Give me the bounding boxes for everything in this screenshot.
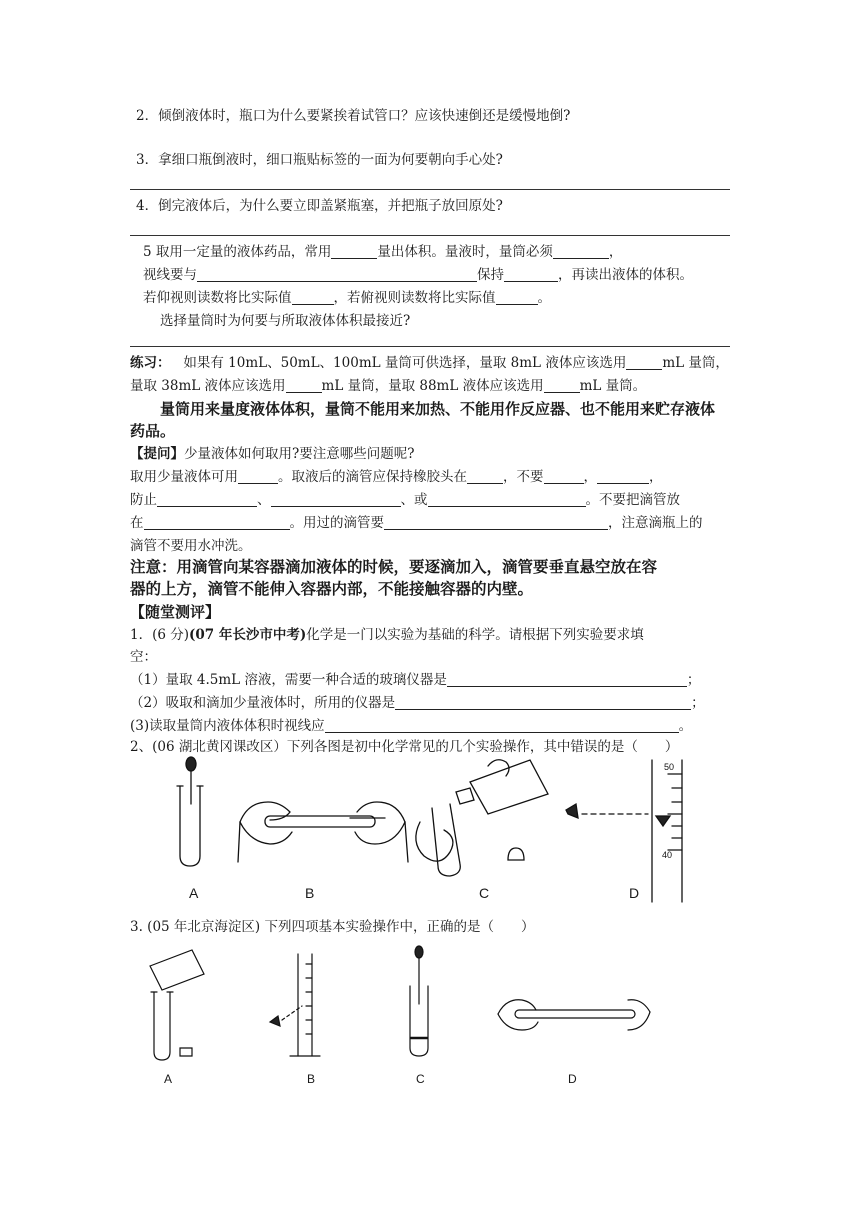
fig2-c-pouring [416,760,548,876]
practice-line-2: 量取 38mL 液体应该选用 mL 量筒，量取 88mL 液体应该选用 mL 量筒。 [130,378,647,394]
figure-problem-2 [170,752,690,902]
quiz-problem-1-line-1: 1．(6 分)(07 年长沙市中考)化学是一门以实验为基础的科学。请根据下列实验要求填 [130,627,644,643]
question-2: 2．倾倒液体时，瓶口为什么要紧挨着试管口？应该快速倒还是缓慢地倒? [136,108,571,124]
quiz-problem-2: 2、(06 湖北黄冈课改区）下列各图是初中化学常见的几个实验操作，其中错误的是（ ） [130,739,679,755]
blank[interactable] [504,267,558,282]
practice-line-1: 练习： 如果有 10mL、50mL、100mL 量筒可供选择，量取 8mL 液体应该选用 mL 量筒， [130,355,729,371]
blank[interactable] [292,290,334,305]
blank[interactable] [384,515,608,530]
answer-line-4 [130,235,730,236]
fig3-c-dropper [410,946,428,1056]
fig2-label-a: A [189,885,199,901]
blank[interactable] [238,469,278,484]
blank[interactable] [325,718,679,733]
quiz-sub-1: （1）量取 4.5mL 溶液，需要一种合适的玻璃仪器是 ； [130,672,701,688]
quiz-problem-1-line-2: 空： [130,649,157,665]
blank[interactable] [467,469,503,484]
question-4: 4．倒完液体后，为什么要立即盖紧瓶塞，并把瓶子放回原处? [136,198,503,214]
blank[interactable] [447,672,687,687]
notice-line-2: 器的上方，滴管不能伸入容器内部，不能接触容器的内壁。 [130,579,534,598]
blank[interactable] [544,378,580,393]
question-5-line-4: 选择量筒时为何要与所取液体体积最接近? [160,313,411,329]
fig3-a-pouring [150,950,204,1060]
question-5-line-2: 视线要与 保持 ，再读出液体的体积。 [143,267,693,283]
fig3-label-b: B [307,1072,316,1086]
quiz-sub-2: （2）吸取和滴加少量液体时，所用的仪器是 ； [130,695,705,711]
blank[interactable] [626,355,662,370]
question-5-line-1: 5 取用一定量的液体药品，常用 量出体积。量液时，量筒必须 ， [143,244,623,260]
fig2-d-reading-cylinder [566,760,682,902]
blank[interactable] [144,515,290,530]
question-3: 3．拿细口瓶倒液时，细口瓶贴标签的一面为何要朝向手心处? [136,152,503,168]
fig2-label-d: D [629,885,640,901]
bold-note-line-2: 药品。 [130,422,176,440]
ask-line-2: 防止 、 、或 。不要把滴管放 [130,492,680,508]
fig3-d-heating-tube [498,1000,650,1030]
blank[interactable] [496,290,538,305]
ask-line-4: 滴管不要用水冲洗。 [130,538,252,554]
blank[interactable] [544,469,584,484]
fig2-tick-40: 40 [662,850,673,860]
blank[interactable] [597,469,649,484]
fig2-label-c: C [479,885,490,901]
fig2-tick-50: 50 [664,762,675,772]
blank[interactable] [331,244,377,259]
question-5-line-3: 若仰视则读数将比实际值 ，若俯视则读数将比实际值 。 [143,290,551,306]
blank[interactable] [553,244,609,259]
fig3-label-d: D [568,1072,577,1086]
quiz-heading: 【随堂测评】 [130,603,221,621]
blank[interactable] [395,695,691,710]
blank[interactable] [271,492,401,507]
answer-line-5 [130,346,730,347]
fig2-a-dropper-in-tube [177,757,203,866]
fig2-b-horizontal-tube [238,802,408,862]
blank[interactable] [428,492,586,507]
answer-line-3 [130,189,730,190]
blank[interactable] [157,492,257,507]
notice-line-1: 注意：用滴管向某容器滴加液体的时候，要逐滴加入，滴管要垂直悬空放在容 [130,557,658,576]
quiz-sub-3: (3)读取量筒内液体体积时视线应 。 [130,718,693,734]
blank[interactable] [197,267,477,282]
fig3-b-cylinder [270,954,320,1056]
bold-note-line-1: 量筒用来量度液体体积，量筒不能用来加热、不能用作反应器、也不能用来贮存液体 [160,400,716,418]
ask-heading: 【提问】少量液体如何取用?要注意哪些问题呢? [130,446,415,462]
quiz-problem-3: 3. (05 年北京海淀区) 下列四项基本实验操作中，正确的是（ ） [130,919,535,935]
fig3-label-c: C [416,1072,425,1086]
blank[interactable] [286,378,322,393]
ask-line-1: 取用少量液体可用 。取液后的滴管应保持橡胶头在 ，不要 ， ， [130,469,663,485]
fig3-label-a: A [164,1072,173,1086]
fig2-label-b: B [305,885,315,901]
figure-problem-3 [130,944,650,1064]
ask-line-3: 在 。用过的滴管要 ，注意滴瓶上的 [130,515,703,531]
